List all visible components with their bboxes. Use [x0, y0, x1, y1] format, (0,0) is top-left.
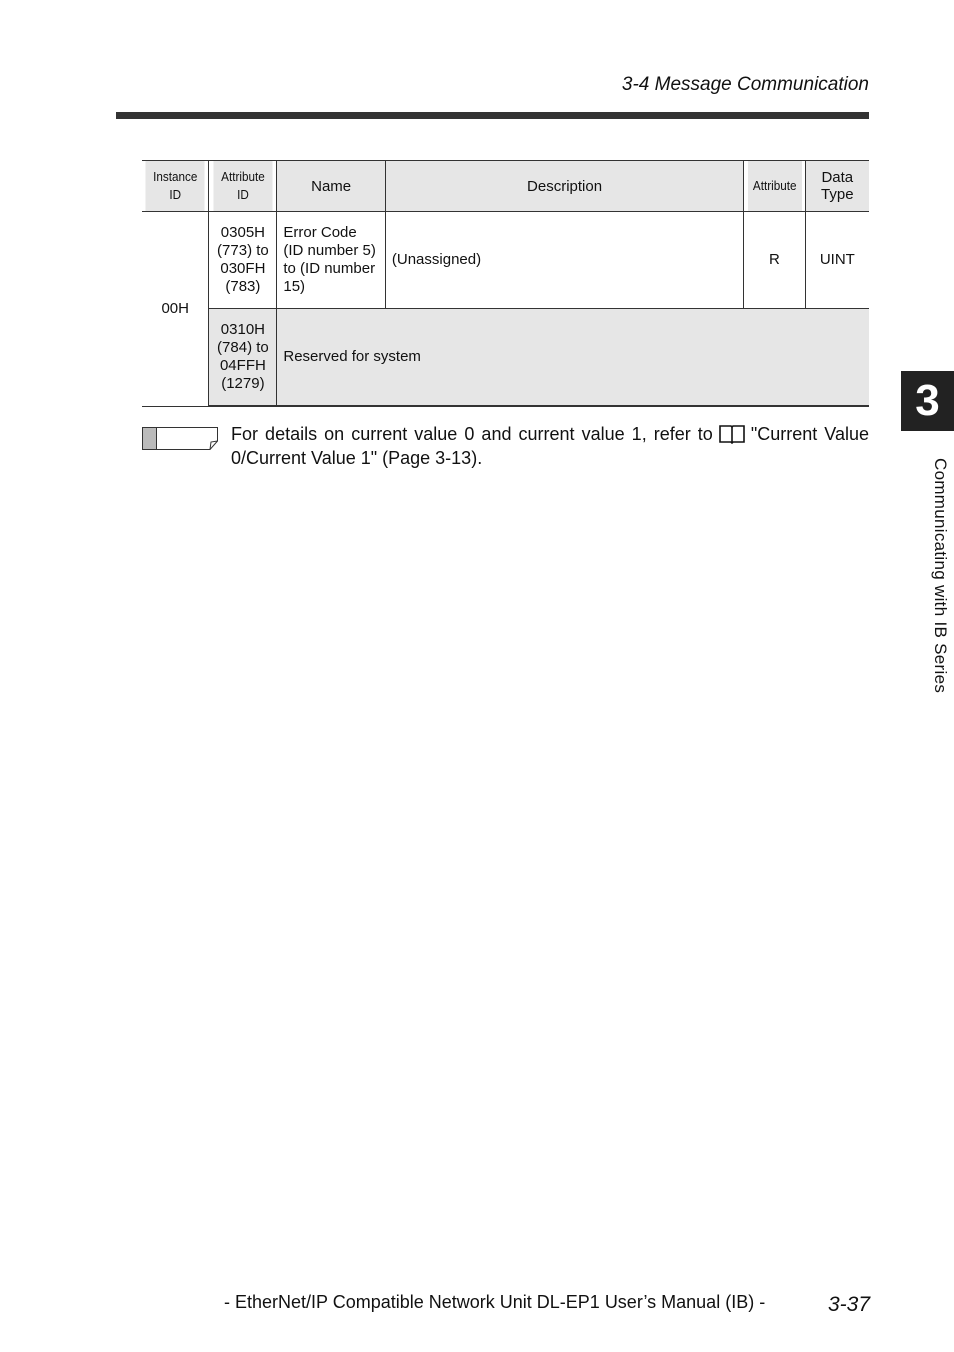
note-text [231, 422, 869, 470]
header-attribute-id: Attribute ID [212, 161, 273, 212]
header-attribute: Attribute [747, 161, 802, 212]
note-text-before: For details on current value 0 and current value 1, refer to [231, 424, 713, 444]
header-data-type: Data Type [805, 161, 869, 212]
table-row [142, 212, 869, 309]
attribute-id-cell: 0310H (784) to 04FFH (1279) [209, 309, 277, 407]
footer-manual-title: - EtherNet/IP Compatible Network Unit DL-EP1 User’s Manual (IB) - [224, 1292, 766, 1312]
table-header-row [142, 161, 869, 212]
section-title: 3-4 Message Communication [621, 74, 869, 95]
header-instance-id: Instance ID [145, 161, 205, 212]
data-type-cell: UINT [805, 212, 869, 309]
description-cell: (Unassigned) [385, 212, 743, 309]
reserved-cell: Reserved for system [277, 309, 869, 407]
attribute-table [142, 160, 869, 407]
attribute-id-cell: 0305H (773) to 030FH (783) [209, 212, 277, 309]
header-description: Description [385, 161, 743, 212]
note-icon [142, 427, 218, 451]
attribute-cell: R [744, 212, 805, 309]
header-name: Name [277, 161, 386, 212]
chapter-side-label: Communicating with IB Series [931, 458, 950, 694]
header-rule [116, 112, 869, 119]
table-row [142, 309, 869, 407]
instance-id-cell: 00H [142, 212, 209, 407]
book-icon [719, 424, 745, 444]
page-number: 3-37 [827, 1293, 870, 1316]
note-reference-link[interactable]: "Current Value 0/Current Value 1" (Page 3-13). [231, 424, 869, 468]
chapter-tab: 3 [901, 371, 954, 431]
name-cell: Error Code (ID number 5) to (ID number 15) [277, 212, 386, 309]
